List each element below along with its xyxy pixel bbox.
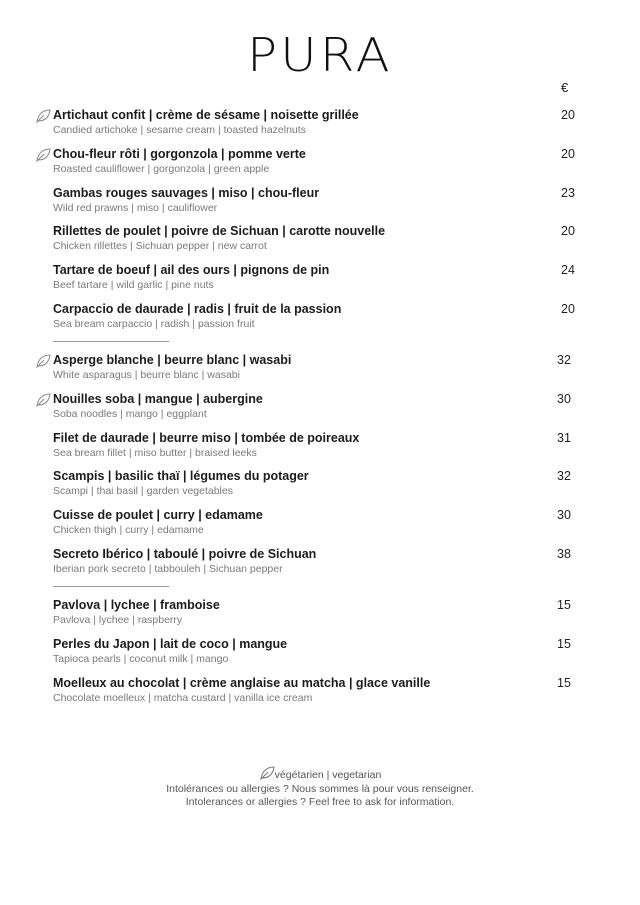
menu-item — [53, 186, 593, 215]
menu-item — [53, 598, 593, 627]
dish-name-en: White asparagus | beurre blanc | wasabi — [53, 369, 240, 381]
dish-name-fr: Asperge blanche | beurre blanc | wasabi — [53, 353, 292, 367]
currency-header: € — [561, 80, 569, 95]
restaurant-title: PURA — [247, 28, 393, 82]
menu-item — [53, 469, 593, 498]
dish-name-en: Sea bream carpaccio | radish | passion fruit — [53, 318, 255, 330]
leaf-icon — [35, 147, 51, 163]
dish-name-fr: Moelleux au chocolat | crème anglaise au matcha | glace vanille — [53, 675, 431, 690]
dish-price: 24 — [561, 263, 575, 278]
menu-item — [53, 108, 593, 137]
dish-name-fr: Tartare de boeuf | ail des ours | pignons de pin — [53, 263, 330, 278]
legend-text: végétarien | vegetarian — [274, 769, 382, 781]
menu-item — [53, 353, 593, 382]
dish-name-fr: Gambas rouges sauvages | miso | chou-fleur — [53, 185, 320, 200]
dish-name-en: Soba noodles | mango | eggplant — [53, 407, 207, 420]
dish-price: 15 — [557, 675, 571, 690]
dish-name-fr: Pavlova | lychee | framboise — [53, 598, 220, 612]
allergy-note-fr: Intolérances ou allergies ? Nous sommes là pour vous renseigner. — [166, 782, 474, 795]
dish-name-en: Tapioca pearls | coconut milk | mango — [53, 652, 229, 665]
dish-name-en: Iberian pork secreto | tabbouleh | Sichuan pepper — [53, 563, 283, 575]
dish-name-en: Scampi | thai basil | garden vegetables — [53, 485, 233, 498]
menu-item — [53, 263, 593, 292]
dish-name-en: Chicken rillettes | Sichuan pepper | new carrot — [53, 240, 267, 253]
dish-price: 38 — [557, 547, 571, 561]
menu-footer — [0, 765, 640, 810]
allergy-note-en: Intolerances or allergies ? Feel free to ask for information. — [185, 796, 455, 808]
dish-name-en: Wild red prawns | miso | cauliflower — [53, 201, 218, 214]
dish-price: 31 — [557, 430, 571, 445]
dish-price: 30 — [557, 391, 571, 406]
dish-price: 20 — [561, 224, 575, 239]
dish-name-fr: Perles du Japon | lait de coco | mangue — [53, 636, 288, 651]
menu-item — [53, 547, 593, 576]
leaf-icon — [259, 765, 275, 781]
dish-name-fr: Filet de daurade | beurre miso | tombée de poireaux — [53, 430, 360, 445]
dish-price: 15 — [557, 598, 571, 612]
dish-name-en: Roasted cauliflower | gorgonzola | green apple — [53, 162, 270, 175]
dish-name-en: Candied artichoke | sesame cream | toasted hazelnuts — [53, 124, 306, 136]
dish-name-en: Sea bream fillet | miso butter | braised leeks — [53, 446, 257, 459]
dish-name-fr: Nouilles soba | mangue | aubergine — [53, 391, 263, 406]
menu-item — [53, 508, 593, 537]
dish-name-en: Chocolate moelleux | matcha custard | vanilla ice cream — [53, 691, 313, 704]
dish-price: 15 — [557, 636, 571, 651]
leaf-icon — [35, 108, 51, 124]
dish-name-fr: Carpaccio de daurade | radis | fruit de la passion — [53, 302, 342, 316]
dish-price: 20 — [561, 108, 575, 122]
dish-name-fr: Artichaut confit | crème de sésame | noisette grillée — [53, 108, 359, 122]
leaf-icon — [35, 392, 51, 408]
leaf-icon — [35, 353, 51, 369]
section-divider — [53, 341, 169, 342]
menu-item — [53, 224, 593, 253]
dish-price: 20 — [561, 146, 575, 161]
menu-item — [53, 637, 593, 666]
menu-item — [53, 147, 593, 176]
dish-price: 20 — [561, 302, 575, 316]
dish-name-en: Pavlova | lychee | raspberry — [53, 614, 183, 626]
dish-name-en: Chicken thigh | curry | edamame — [53, 524, 204, 537]
dish-price: 23 — [561, 185, 575, 200]
dish-name-en: Beef tartare | wild garlic | pine nuts — [53, 279, 214, 292]
section-divider — [53, 586, 169, 587]
vegetarian-legend — [0, 765, 640, 783]
dish-price: 32 — [557, 469, 571, 484]
dish-name-fr: Chou-fleur rôti | gorgonzola | pomme verte — [53, 146, 306, 161]
menu-item — [53, 392, 593, 421]
dish-name-fr: Secreto Ibérico | taboulé | poivre de Sichuan — [53, 547, 317, 561]
dish-name-fr: Cuisse de poulet | curry | edamame — [53, 508, 263, 523]
menu-item — [53, 302, 593, 331]
dish-name-fr: Rillettes de poulet | poivre de Sichuan | carotte nouvelle — [53, 224, 386, 239]
dish-price: 30 — [557, 508, 571, 523]
menu-item — [53, 676, 593, 705]
dish-name-fr: Scampis | basilic thaï | légumes du potager — [53, 469, 309, 484]
menu-item — [53, 431, 593, 460]
dish-price: 32 — [557, 353, 571, 367]
